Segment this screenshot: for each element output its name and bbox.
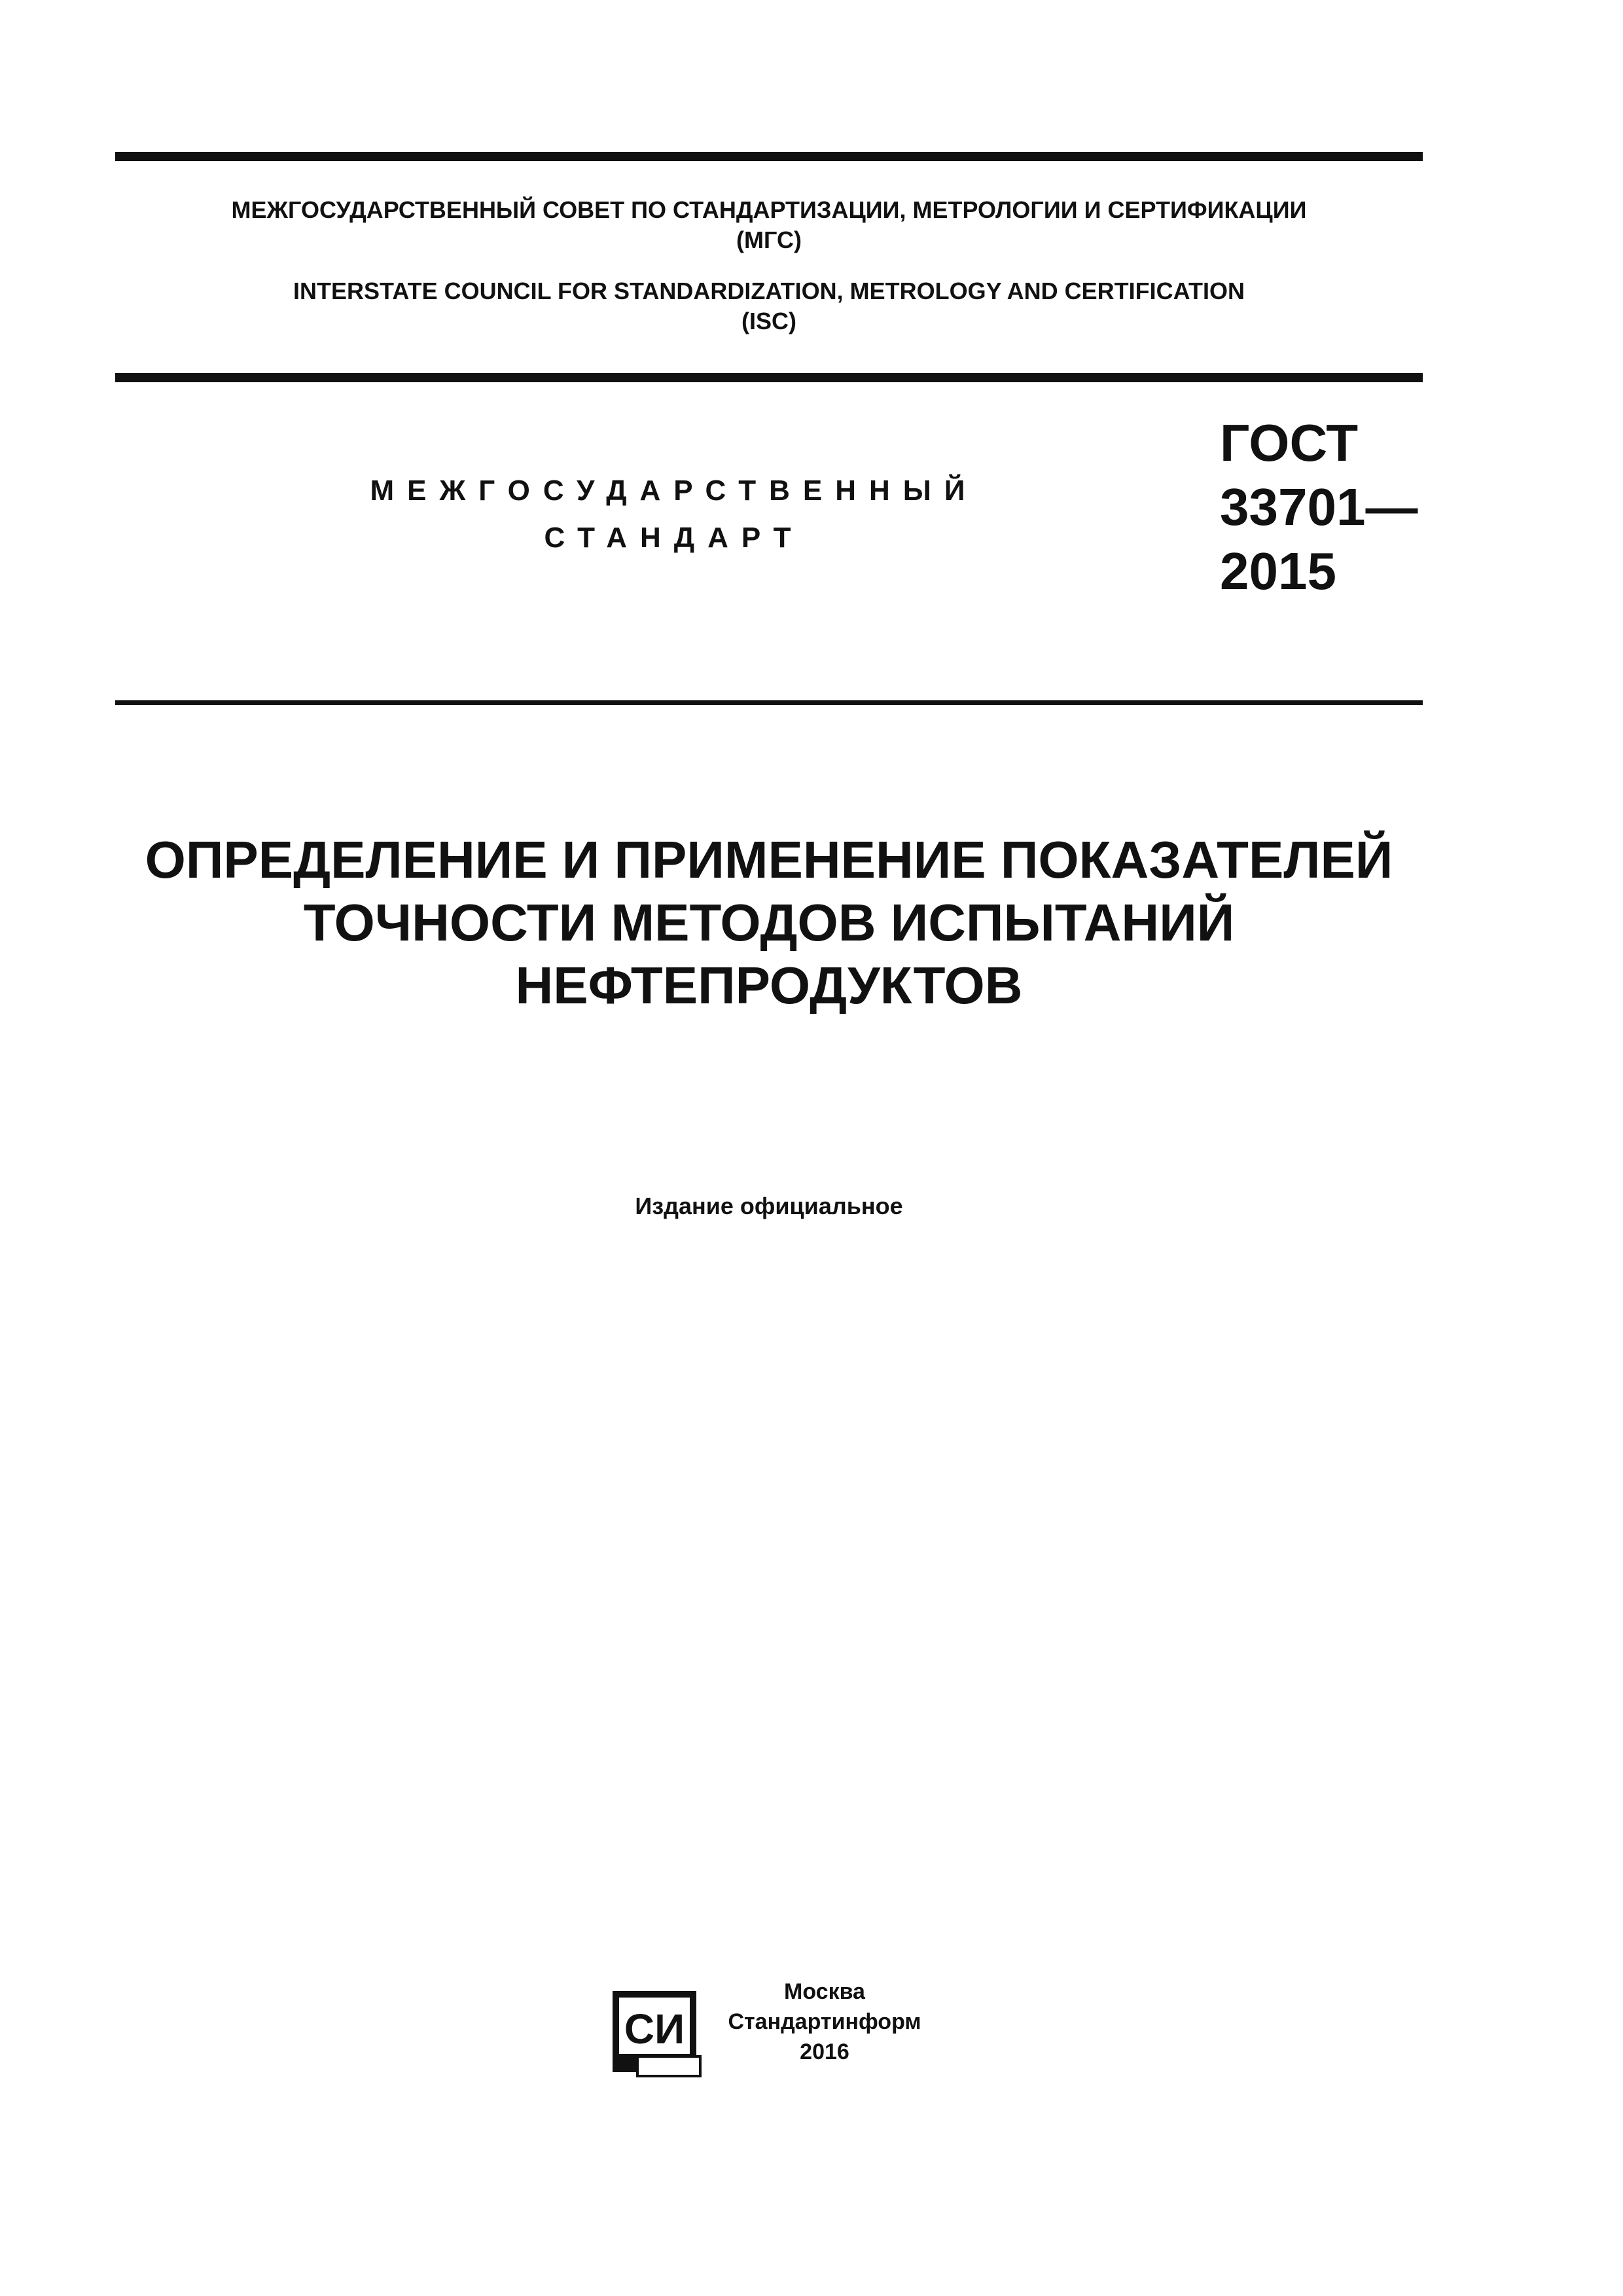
council-name-ru: МЕЖГОСУДАРСТВЕННЫЙ СОВЕТ ПО СТАНДАРТИЗАЦИИ, МЕТРОЛОГИИ И СЕРТИФИКАЦИИ <box>231 196 1307 223</box>
standard-type-line1: МЕЖГОСУДАРСТВЕННЫЙ <box>370 475 978 507</box>
top-rule <box>115 152 1423 161</box>
standard-designation <box>1220 411 1418 603</box>
standard-type <box>314 467 1034 562</box>
council-name-en-block <box>115 276 1423 336</box>
council-name-en: INTERSTATE COUNCIL FOR STANDARDIZATION, METROLOGY AND CERTIFICATION <box>293 278 1245 304</box>
designation-number: 33701— <box>1220 478 1418 536</box>
council-name-ru-block <box>115 195 1423 255</box>
imprint-city: Москва <box>784 1979 865 2004</box>
council-abbr-ru: (МГС) <box>736 226 802 253</box>
imprint-year: 2016 <box>800 2039 849 2064</box>
header-divider <box>115 373 1423 382</box>
logo-text: СИ <box>624 2005 685 2053</box>
title-line3: НЕФТЕПРОДУКТОВ <box>515 956 1023 1014</box>
document-title <box>115 829 1423 1017</box>
title-divider <box>115 700 1423 705</box>
imprint <box>720 1977 929 2067</box>
designation-year: 2015 <box>1220 542 1336 600</box>
designation-prefix: ГОСТ <box>1220 414 1359 472</box>
title-line2: ТОЧНОСТИ МЕТОДОВ ИСПЫТАНИЙ <box>303 893 1235 952</box>
council-abbr-en: (ISC) <box>741 308 796 334</box>
title-line1: ОПРЕДЕЛЕНИЕ И ПРИМЕНЕНИЕ ПОКАЗАТЕЛЕЙ <box>145 831 1393 889</box>
standartinform-logo-icon <box>611 1990 703 2079</box>
standard-type-line2: СТАНДАРТ <box>544 522 804 554</box>
imprint-publisher: Стандартинформ <box>728 2009 921 2034</box>
edition-note: Издание официальное <box>635 1193 903 1219</box>
